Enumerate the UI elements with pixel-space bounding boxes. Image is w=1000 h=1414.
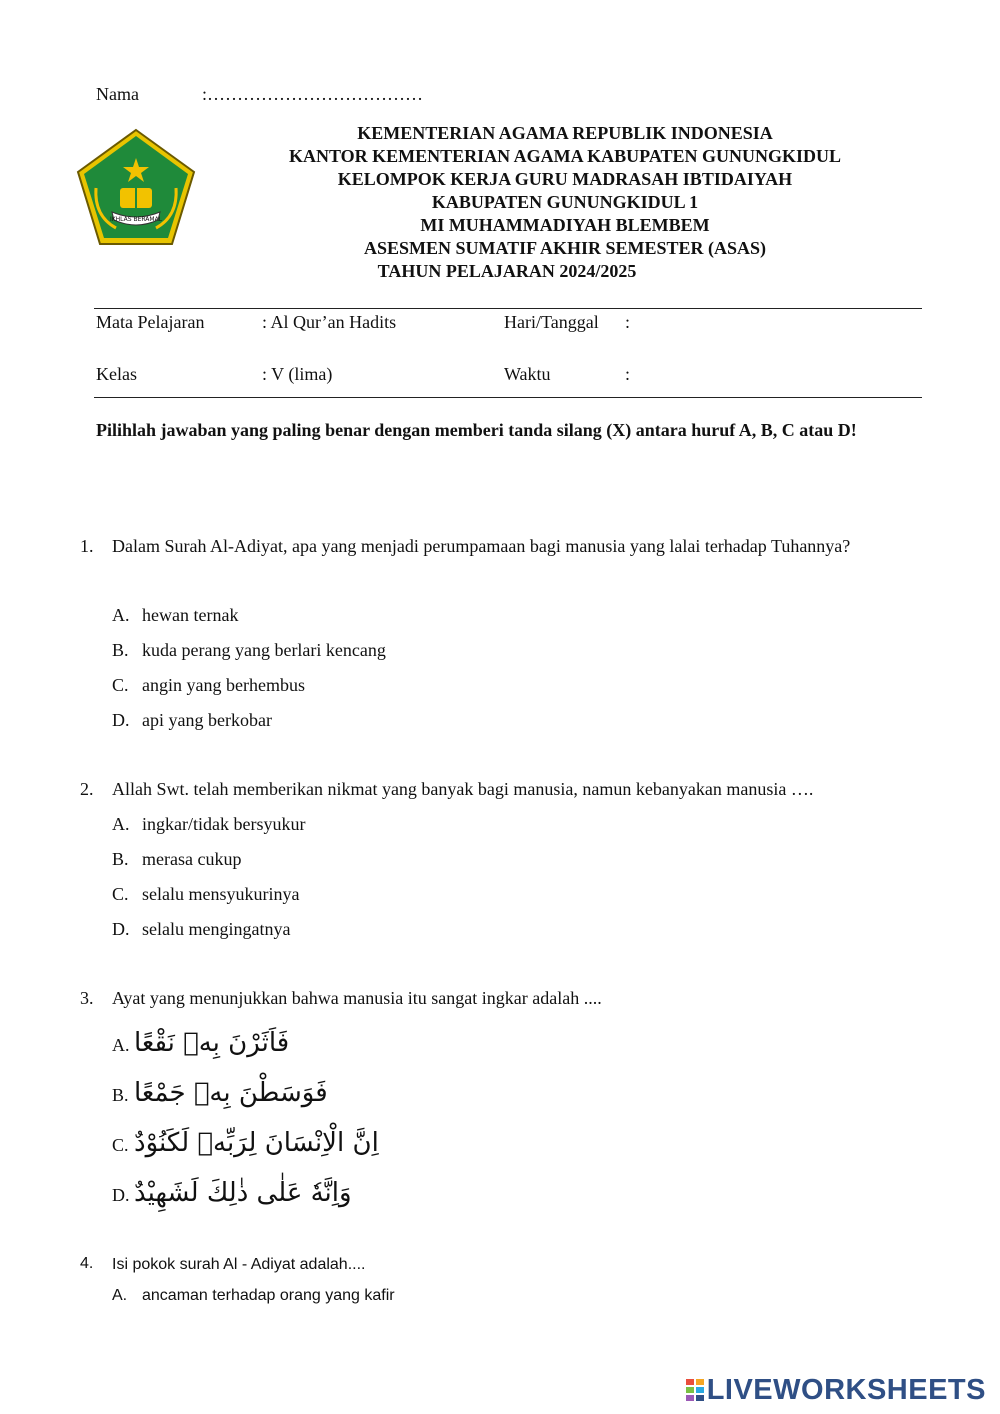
header-line: KELOMPOK KERJA GURU MADRASAH IBTIDAIYAH — [337, 169, 793, 189]
option-d[interactable] — [112, 919, 290, 940]
option-text: selalu mensyukurinya — [142, 884, 300, 904]
divider — [94, 397, 922, 398]
question-text: Allah Swt. telah memberikan nikmat yang banyak bagi manusia, namun kebanyakan manusia …. — [112, 779, 814, 799]
option-text: merasa cukup — [142, 849, 242, 869]
liveworksheets-icon — [685, 1378, 705, 1402]
arabic-text: فَوَسَطْنَ بِهٖ جَمْعًا — [134, 1078, 328, 1108]
name-field — [96, 84, 424, 105]
question-text: Isi pokok surah Al - Adiyat adalah.... — [112, 1256, 366, 1273]
option-text: ingkar/tidak bersyukur — [142, 814, 306, 834]
option-letter: A. — [112, 814, 130, 834]
header-line: MI MUHAMMADIYAH BLEMBEM — [420, 215, 710, 235]
option-letter: B. — [112, 1085, 129, 1105]
option-c[interactable] — [112, 675, 305, 696]
option-letter: D. — [112, 1185, 130, 1205]
arabic-text: وَاِنَّهٗ عَلٰى ذٰلِكَ لَشَهِيْدٌ — [134, 1178, 352, 1208]
option-letter: C. — [112, 1135, 129, 1155]
class-value: : V (lima) — [262, 364, 333, 384]
option-letter: A. — [112, 1035, 130, 1055]
question-number: 3. — [80, 988, 94, 1008]
document-header — [200, 122, 930, 283]
time-value[interactable]: : — [625, 364, 631, 384]
option-b[interactable] — [112, 640, 386, 661]
class-label: Kelas — [96, 364, 137, 384]
option-letter: A. — [112, 1287, 128, 1304]
option-a[interactable] — [112, 1028, 289, 1058]
subject-value: : Al Qur’an Hadits — [262, 312, 397, 332]
subject-label: Mata Pelajaran — [96, 312, 205, 332]
option-a[interactable] — [112, 1287, 395, 1305]
option-letter: D. — [112, 919, 130, 939]
header-line: TAHUN PELAJARAN 2024/2025 — [377, 261, 637, 281]
liveworksheets-brand — [685, 1374, 986, 1407]
option-b[interactable] — [112, 849, 241, 870]
arabic-text: فَاَثَرْنَ بِهٖ نَقْعًا — [134, 1028, 290, 1058]
option-letter: C. — [112, 884, 129, 904]
option-letter: B. — [112, 640, 129, 660]
option-text: hewan ternak — [142, 605, 239, 625]
option-c[interactable] — [112, 1128, 379, 1158]
option-letter: D. — [112, 710, 130, 730]
option-d[interactable] — [112, 710, 272, 731]
header-line: KANTOR KEMENTERIAN AGAMA KABUPATEN GUNUNGKIDUL — [288, 146, 842, 166]
arabic-text: اِنَّ الْاِنْسَانَ لِرَبِّهٖ لَكَنُوْدٌ — [134, 1128, 379, 1158]
time-label: Waktu — [504, 364, 551, 384]
header-line: KEMENTERIAN AGAMA REPUBLIK INDONESIA — [357, 123, 773, 143]
option-text: angin yang berhembus — [142, 675, 305, 695]
question-number: 2. — [80, 779, 94, 799]
option-c[interactable] — [112, 884, 299, 905]
instruction: Pilihlah jawaban yang paling benar dengan memberi tanda silang (X) antara huruf A, B, C atau D! — [96, 420, 857, 440]
option-letter: B. — [112, 849, 129, 869]
name-label: Nama — [96, 84, 139, 104]
question-number: 1. — [80, 536, 94, 556]
divider — [94, 308, 922, 309]
question-text: Dalam Surah Al-Adiyat, apa yang menjadi perumpamaan bagi manusia yang lalai terhadap Tuhannya? — [112, 536, 851, 556]
option-a[interactable] — [112, 814, 305, 835]
option-text: api yang berkobar — [142, 710, 272, 730]
name-blank[interactable]: :……………………………… — [202, 84, 424, 104]
option-text: ancaman terhadap orang yang kafir — [142, 1287, 395, 1304]
option-text: selalu mengingatnya — [142, 919, 291, 939]
header-line: KABUPATEN GUNUNGKIDUL 1 — [431, 192, 699, 212]
date-label: Hari/Tanggal — [504, 312, 599, 332]
option-d[interactable] — [112, 1178, 352, 1208]
question-number: 4. — [80, 1255, 94, 1272]
option-letter: A. — [112, 605, 130, 625]
option-a[interactable] — [112, 605, 238, 626]
kementerian-agama-logo — [76, 128, 196, 246]
question-text: Ayat yang menunjukkan bahwa manusia itu sangat ingkar adalah .... — [112, 988, 602, 1008]
brand-text: LIVEWORKSHEETS — [706, 1374, 986, 1406]
option-text: kuda perang yang berlari kencang — [142, 640, 386, 660]
option-letter: C. — [112, 675, 129, 695]
date-value[interactable]: : — [625, 312, 631, 332]
logo-banner-text: IKHLAS BERAMAL — [109, 216, 163, 223]
option-b[interactable] — [112, 1078, 328, 1108]
header-line: ASESMEN SUMATIF AKHIR SEMESTER (ASAS) — [363, 238, 767, 258]
